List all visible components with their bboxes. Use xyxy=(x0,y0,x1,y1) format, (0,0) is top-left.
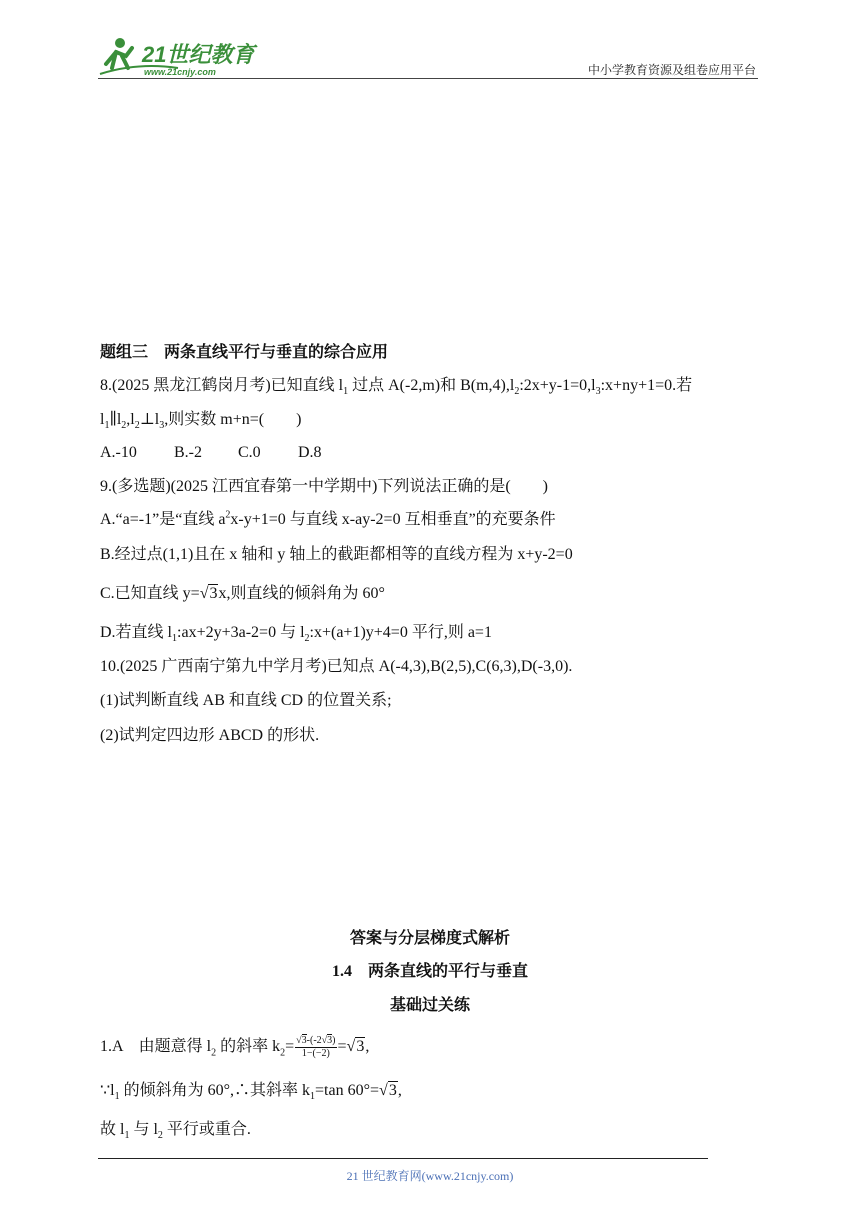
q10-part2: (2)试判定四边形 ABCD 的形状. xyxy=(100,727,320,744)
section-title: 题组三 两条直线平行与垂直的综合应用 xyxy=(100,344,389,361)
sqrt-symbol: √3 xyxy=(379,1082,397,1099)
logo-text: 21世纪教育 xyxy=(142,42,255,67)
sqrt-symbol: √3 xyxy=(346,1038,365,1056)
sqrt-symbol: √3 xyxy=(199,585,218,602)
logo-url: www.21cnjy.com xyxy=(144,67,216,77)
answers-subtitle: 1.4 两条直线的平行与垂直 xyxy=(331,963,528,980)
q8-option-b: B.-2 xyxy=(174,444,202,461)
q8-stem-line1: 8.(2025 黑龙江鹤岗月考)已知直线 $l_1$ 过点 A(-2,m)和 $B(m,4),l_2:2x+y-1=0,l_3:x+ny+1=0$.若 xyxy=(100,377,693,398)
q8-stem-line2: $l_1\parallel l_2,l_2\perp l_3$,则实数 m+n=( ) xyxy=(100,411,302,432)
header-platform-name: 中小学教育资源及组卷应用平台 xyxy=(587,63,756,77)
footer-divider xyxy=(98,1158,708,1159)
answers-title: 答案与分层梯度式解析 xyxy=(349,930,510,947)
slope-fraction: $\frac{√3-(-2√3)}{1-(-2)}$ xyxy=(296,1035,336,1059)
header-divider xyxy=(98,78,758,79)
answers-section: 基础过关练 xyxy=(389,997,470,1014)
answer-1-line3: 故 $l_1$ 与 $l_2$ 平行或重合. xyxy=(100,1121,251,1142)
q8-option-a: A.-10 xyxy=(100,444,137,461)
answer-1-line2: $\because l_1$ 的倾斜角为 60°,∴其斜率 $k_1=\tan$ 60°=√3, xyxy=(100,1082,402,1103)
q8-option-d: D.8 xyxy=(298,444,322,461)
q9-option-d: D.若直线 $l_1:ax+2y+3a-2=0$ 与 $l_2:x+(a+1)y+4=0$ 平行,则 a=1 xyxy=(100,624,492,645)
footer-site-link[interactable]: 21 世纪教育网(www.21cnjy.com) xyxy=(346,1169,514,1183)
runner-logo-icon xyxy=(98,34,258,80)
q9-option-c: C.已知直线 y=√3x,则直线的倾斜角为 60° xyxy=(100,585,385,602)
q10-stem: 10.(2025 广西南宁第九中学月考)已知点 A(-4,3),B(2,5),C(6,3),D(-3,0). xyxy=(100,658,573,675)
q10-part1: (1)试判断直线 AB 和直线 CD 的位置关系; xyxy=(100,692,392,709)
q9-option-b: B.经过点(1,1)且在 x 轴和 y 轴上的截距都相等的直线方程为 x+y-2=0 xyxy=(100,546,573,563)
answer-1-line1: 1.A 由题意得 $l_2$ 的斜率 $k_2=$ $\frac{√3-(-2√3)}{1-(-2)}$ =√3, xyxy=(100,1035,370,1059)
site-logo xyxy=(98,34,258,80)
q9-option-a: A.“a=-1”是“直线 $a^2x-y+1=0$ 与直线 x-ay-2=0 互相垂直”的充要条件 xyxy=(100,509,556,528)
q8-option-c: C.0 xyxy=(238,444,261,461)
q9-stem: 9.(多选题)(2025 江西宜春第一中学期中)下列说法正确的是( ) xyxy=(100,478,548,495)
